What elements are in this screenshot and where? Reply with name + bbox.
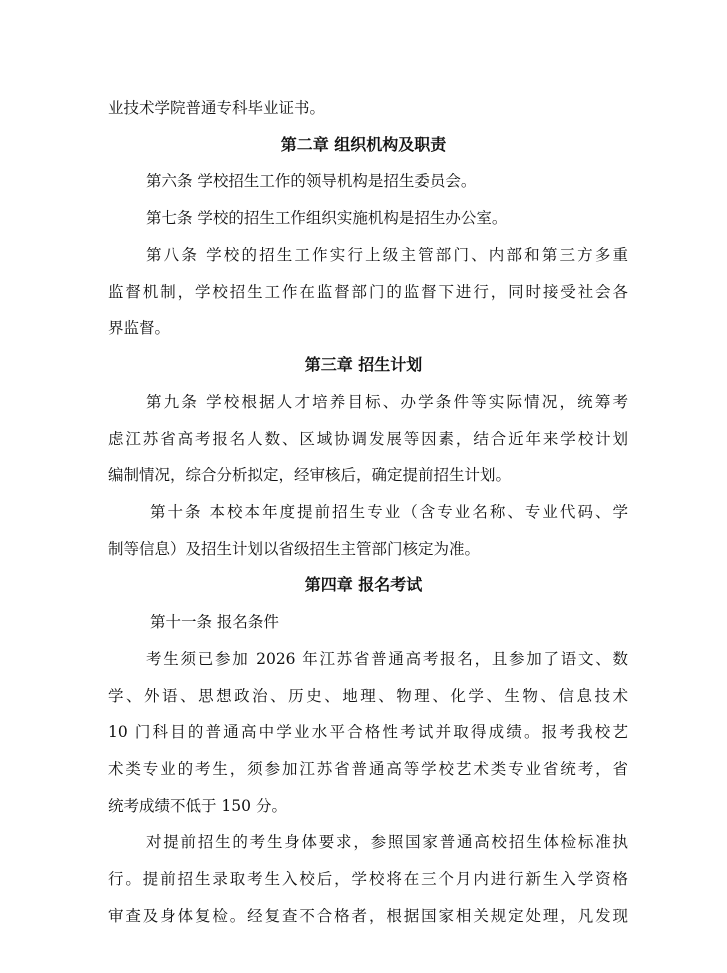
- article-8-line: 监督机制，学校招生工作在监督部门的监督下进行，同时接受社会各: [108, 283, 628, 301]
- article-11-paragraph-1-line: 术类专业的考生，须参加江苏省普通高等学校艺术类专业省统考，省: [108, 760, 628, 778]
- article-11-paragraph-2-line: 对提前招生的考生身体要求，参照国家普通高校招生体检标准执: [146, 833, 628, 851]
- article-11-paragraph-1-line: 统考成绩不低于 150 分。: [108, 797, 287, 815]
- article-11-paragraph-1-line: 学、外语、思想政治、历史、地理、物理、化学、生物、信息技术: [108, 687, 628, 705]
- article-11-title: 第十一条 报名条件: [150, 613, 279, 631]
- chapter-3-heading: 第三章 招生计划: [304, 355, 423, 374]
- chapter-2-heading: 第二章 组织机构及职责: [280, 135, 447, 154]
- article-10-line: 第十条 本校本年度提前招生专业（含专业名称、专业代码、学: [150, 503, 628, 521]
- article-8-line: 第八条 学校的招生工作实行上级主管部门、内部和第三方多重: [146, 246, 628, 264]
- article-8-line: 界监督。: [108, 319, 171, 337]
- article-11-paragraph-2-line: 行。提前招生录取考生入校后，学校将在三个月内进行新生入学资格: [108, 870, 628, 888]
- paragraph-line: 业技术学院普通专科毕业证书。: [108, 99, 326, 117]
- article-9-line: 编制情况，综合分析拟定，经审核后，确定提前招生计划。: [108, 466, 512, 484]
- article-9-line: 第九条 学校根据人才培养目标、办学条件等实际情况，统筹考: [146, 393, 628, 411]
- article-11-paragraph-1-line: 考生须已参加 2026 年江苏省普通高考报名，且参加了语文、数: [146, 650, 628, 668]
- article-6-line: 第六条 学校招生工作的领导机构是招生委员会。: [146, 172, 477, 190]
- article-7-line: 第七条 学校的招生工作组织实施机构是招生办公室。: [146, 209, 508, 227]
- article-11-paragraph-1-line: 10 门科目的普通高中学业水平合格性考试并取得成绩。报考我校艺: [108, 723, 628, 741]
- article-11-paragraph-2-line: 审查及身体复检。经复查不合格者，根据国家相关规定处理，凡发现: [108, 907, 628, 925]
- article-10-line: 制等信息）及招生计划以省级招生主管部门核定为准。: [108, 540, 481, 558]
- chapter-4-heading: 第四章 报名考试: [304, 575, 423, 594]
- article-9-line: 虑江苏省高考报名人数、区域协调发展等因素，结合近年来学校计划: [108, 430, 628, 448]
